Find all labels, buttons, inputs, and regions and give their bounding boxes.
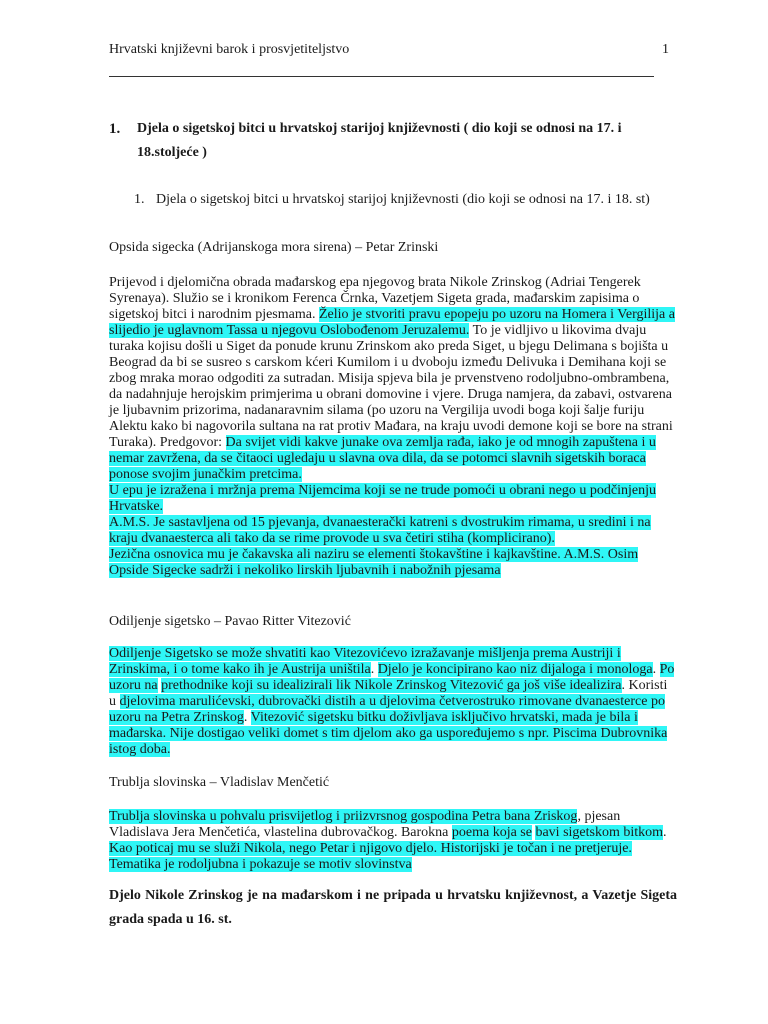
text-run: . [243,710,251,725]
highlighted-text: djelovima marulićevski, dubrovački distih a u djelovima četverostruko rimovane dvanaesterce po uzoru na Petra Zrinskog [109,694,665,725]
page-number: 1 [662,42,669,57]
highlighted-text: Po uzoru na [109,662,675,693]
header-rule [109,76,654,77]
heading-number: 1. [109,121,121,137]
highlighted-text: Jezična osnovica mu je čakavska ali naziru se elementi štokavštine i kajkavštine. A.M.S. Osim Opside Sigecke sadrži i nekoliko lirskih ljubavnih i nabožnih pjesama [109,547,639,578]
section-title-trublja: Trublja slovinska – Vladislav Menčetić [109,775,330,790]
heading-text: Djela o sigetskoj bitci u hrvatskoj starijoj književnosti ( dio koji se odnosi na 17. i 18.stoljeće ) [137,121,622,160]
main-heading [109,117,679,165]
highlighted-text: poema koja se [451,825,532,840]
text-run: . [370,662,378,677]
highlighted-text: prethodnike koji su idealizirali lik Nikole Zrinskog Vitezović ga još više idealizira [161,678,622,693]
section-title-opsida: Opsida sigecka (Adrijanskoga mora sirena) – Petar Zrinski [109,240,439,255]
text-run: . Koristi u [109,678,668,709]
list-item-text: Djela o sigetskoj bitci u hrvatskoj starijoj književnosti (dio koji se odnosi na 17. i 18. st) [156,192,650,207]
highlighted-text: Kao poticaj mu se služi Nikola, nego Petar i njigovo djelo. Historijski je točan i ne pretjeruje. Tematika je rodoljubna i pokazuje se motiv slovinstva [109,841,632,872]
text-run: Prijevod i djelomična obrada mađarskog epa njegovog brata Nikole Zrinskog (Adriai Tengerek Syrenaya). Služio se i kronikom Ferenca Črnka, Vazetjem Sigeta grada, mađarskim zapisima o sigetskoj bitci i narodnim pjesmama. [109,275,641,322]
highlighted-text: A.M.S. Je sastavljena od 15 pjevanja, dvanaesterački katreni s dvostrukim rimama, u sredini i na kraju dvanaesterca ali tako da se rime provode u sva četiri stiha (komplicirano). [109,515,651,546]
text-run: . [663,825,667,840]
numbered-list-item [109,192,679,208]
section-title-odiljenje: Odiljenje sigetsko – Pavao Ritter Vitezović [109,614,351,629]
closing-note: Djelo Nikole Zrinskog je na mađarskom i ne pripada u hrvatsku književnost, a Vazetje Sigeta grada spada u 16. st. [109,888,677,927]
highlighted-text: Djelo je koncipirano kao niz dijaloga i monologa [377,662,653,677]
page-header [109,42,669,58]
highlighted-text: Da svijet vidi kakve junake ova zemlja rađa, iako je od mnogih zapuštena i u nemar zavržena, da se čitaoci ugledaju u slavna ova dila, da se potomci slavnih sigetskih boraca ponose svojim junačkim pretcima. [109,435,656,482]
highlighted-text: Želio je stvoriti pravu epopeju po uzoru na Homera i Vergilija a slijedio je uglavnom Tassa u njegovu Oslobođenom Jeruzalemu. [109,307,675,338]
text-run: . [652,662,660,677]
highlighted-text: Vitezović sigetsku bitku doživljava isključivo hrvatski, mada je bila i mađarska. Nije dostigao veliki domet s tim djelom ako ga uspoređujemo s npr. Piscima Dubrovnika istog doba. [109,710,668,757]
highlighted-text: U epu je izražena i mržnja prema Nijemcima koji se ne trude pomoći u obrani nego u podčinjenju Hrvatske. [109,483,656,514]
text-run: , pjesan Vladislava Jera Menčetića, vlastelina dubrovačkog. Barokna [109,809,621,840]
highlighted-text: bavi sigetskom bitkom [535,825,664,840]
header-title: Hrvatski književni barok i prosvjetiteljstvo [109,42,350,57]
highlighted-text: Odiljenje Sigetsko se može shvatiti kao Vitezovićevo izražavanje mišljenja prema Austriji i Zrinskima, i o tome kako ih je Austrija uništila [109,646,621,677]
paragraph-opsida [109,275,677,579]
text-run: To je vidljivo u likovima dvaju turaka kojisu došli u Siget da ponude krunu Zrinskom ako preda Siget, u bjegu Delimana s bojišta u Beograd da bi se susreo s carskom kćeri Kumilom i u dvoboju između Delivuka i Demihana koji se zbog mraka morao odgoditi za sutradan. Misija spjeva bila je prvenstveno rodoljubno-ombrambena, da nadahnjuje herojskim primjerima u obrani domovine i vjere. Druga namjera, da zabavi, ostvarena je ljubavnim prizorima, nadanaravnim silama (po uzoru na Vergilija uvodi boga koji šalje furiju Alektu kako bi nagovorila sultana na rat protiv Mađara, na kraju uvodi demone koji se bore na strani Turaka). Predgovor: [109,323,673,450]
paragraph-trublja [109,809,677,873]
paragraph-odiljenje [109,646,677,758]
list-item-number: 1. [134,192,145,207]
highlighted-text: Trublja slovinska u pohvalu prisvijetlog i priizvrsnog gospodina Petra bana Zriskog [109,809,578,824]
